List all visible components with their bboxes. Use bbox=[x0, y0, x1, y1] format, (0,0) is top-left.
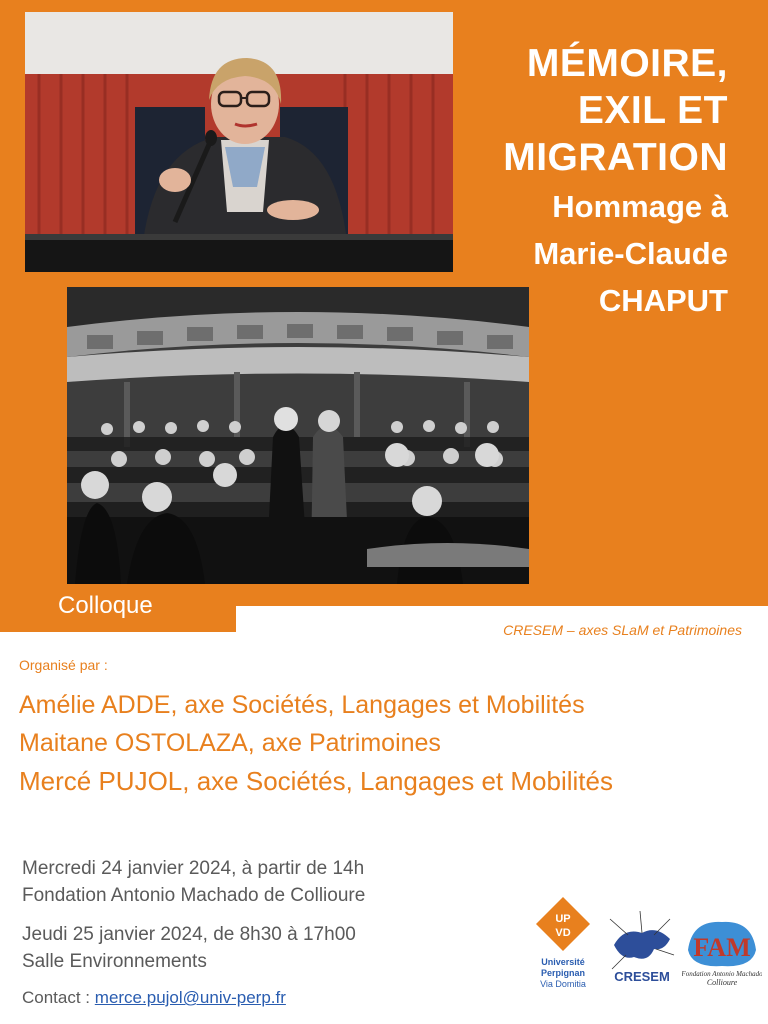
organizer-2: Maitane OSTOLAZA, axe Patrimoines bbox=[19, 729, 441, 757]
organizer-3: Mercé PUJOL, axe Sociétés, Langages et Mobilités bbox=[19, 766, 613, 796]
subtitle-line-2: Marie-Claude bbox=[533, 236, 728, 271]
day1-place: Fondation Antonio Machado de Collioure bbox=[22, 885, 366, 906]
day2-line: Jeudi 25 janvier 2024, de 8h30 à 17h00 bbox=[22, 924, 356, 945]
svg-text:UP: UP bbox=[555, 913, 571, 925]
fam-logo bbox=[682, 910, 762, 988]
title-line-2: EXIL ET bbox=[577, 89, 728, 132]
day1-line: Mercredi 24 janvier 2024, à partir de 14h bbox=[22, 858, 365, 879]
svg-text:VD: VD bbox=[555, 927, 571, 939]
svg-text:Université: Université bbox=[541, 957, 585, 967]
colloque-label: Colloque bbox=[58, 592, 153, 619]
svg-text:Perpignan: Perpignan bbox=[540, 968, 586, 978]
day2-place: Salle Environnements bbox=[22, 951, 207, 972]
spacer bbox=[22, 909, 365, 921]
svg-text:Fondation Antonio Machado: Fondation Antonio Machado bbox=[682, 970, 762, 978]
contact-label: Contact : bbox=[22, 988, 91, 1007]
svg-text:Via Domitia: Via Domitia bbox=[540, 979, 586, 989]
svg-text:Collioure: Collioure bbox=[706, 978, 738, 987]
subtitle-line-3: CHAPUT bbox=[598, 283, 728, 318]
cresem-axes-label: CRESEM – axes SLaM et Patrimoines bbox=[503, 622, 742, 638]
event-info bbox=[22, 855, 365, 975]
contact-line bbox=[22, 988, 286, 1008]
poster-title bbox=[503, 40, 728, 322]
speaker-photo bbox=[25, 12, 453, 272]
cresem-logo bbox=[604, 905, 680, 1005]
contact-email-link[interactable]: merce.pujol@univ-perp.fr bbox=[94, 988, 286, 1007]
subtitle-line-1: Hommage à bbox=[552, 189, 728, 224]
svg-text:CRESEM: CRESEM bbox=[614, 969, 670, 984]
title-line-1: MÉMOIRE, bbox=[526, 42, 728, 85]
organizers-list bbox=[19, 686, 613, 800]
svg-text:FAM: FAM bbox=[693, 933, 751, 962]
organised-by-label: Organisé par : bbox=[19, 657, 108, 673]
upvd-logo bbox=[532, 895, 594, 995]
title-line-3: MIGRATION bbox=[503, 136, 728, 179]
parliament-photo bbox=[67, 287, 529, 584]
organizer-1: Amélie ADDE, axe Sociétés, Langages et Mobilités bbox=[19, 691, 585, 719]
